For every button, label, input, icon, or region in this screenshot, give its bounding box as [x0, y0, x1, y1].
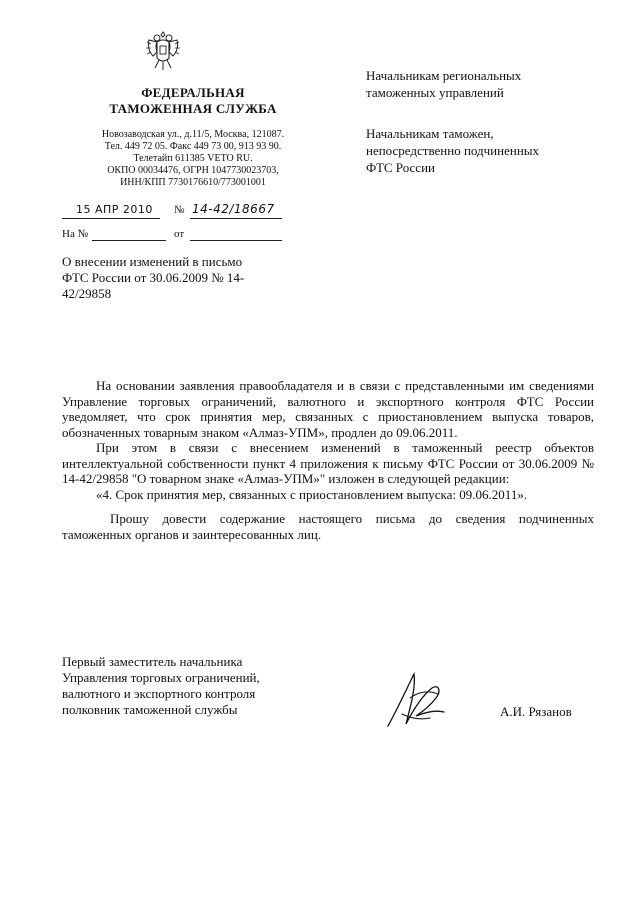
signer-title-line2: Управления торговых ограничений, — [62, 670, 260, 685]
handwritten-signature — [380, 668, 460, 734]
russian-coat-of-arms-icon — [145, 28, 181, 72]
ref-date-field — [190, 226, 282, 241]
subject-line2: ФТС России от 30.06.2009 № 14- — [62, 270, 245, 285]
ref-label: На № — [62, 228, 89, 240]
org-name-line1: ФЕДЕРАЛЬНАЯ — [141, 85, 245, 100]
signer-title-line4: полковник таможенной службы — [62, 702, 238, 717]
number-field — [190, 203, 282, 219]
signer-name: А.И. Рязанов — [500, 704, 572, 719]
addressee-line1: Начальникам региональных — [366, 68, 522, 83]
addressee-line5: ФТС России — [366, 160, 435, 175]
letter-number: 14-42/18667 — [192, 202, 275, 216]
signature-block — [62, 654, 342, 718]
subject — [62, 254, 282, 302]
letter-date: 15 АПР 2010 — [76, 203, 153, 216]
org-inn-kpp: ИНН/КПП 7730176610/773001001 — [120, 177, 266, 188]
addressee-line4: непосредственно подчиненных — [366, 143, 540, 158]
org-phones: Тел. 449 72 05. Факс 449 73 00, 913 93 90. — [104, 141, 282, 152]
org-okpo-ogrn: ОКПО 00034476, ОГРН 1047730023703, — [107, 165, 279, 176]
subject-line3: 42/29858 — [62, 286, 112, 301]
number-sign: № — [174, 204, 185, 216]
body-paragraph-4: Прошу довести содержание настоящего письма до сведения подчиненных таможенных органов и заинтересованных лиц. — [62, 511, 594, 542]
signer-title-line1: Первый заместитель начальника — [62, 654, 243, 669]
signer-title-line3: валютного и экспортного контроля — [62, 686, 256, 701]
org-name-line2: ТАМОЖЕННАЯ СЛУЖБА — [109, 101, 277, 116]
org-address: Новозаводская ул., д.11/5, Москва, 121087. — [101, 129, 285, 140]
body-paragraph-1: На основании заявления правообладателя и в связи с представленными им сведениями Управление торговых ограничений, валютного и экспортного контроля ФТС России уведомляет, что срок принятия мер, связанных с приостановлением выпуска товаров, обозначенных товарным знаком «Алмаз-УПМ», продлен до 09.06.2011. — [62, 378, 594, 440]
date-field — [62, 203, 160, 219]
org-teletype: Телетайп 611385 VETO RU. — [133, 153, 253, 164]
letter-body — [62, 378, 594, 542]
body-paragraph-2: При этом в связи с внесением изменений в таможенный реестр объектов интеллектуальной собственности пункт 4 приложения к письму ФТС России от 30.06.2009 № 14-42/29858 "О товарном знаке «Алмаз-УПМ»" изложен в следующей редакции: — [62, 440, 594, 486]
addressee-line2: таможенных управлений — [366, 85, 504, 100]
ref-number-field — [92, 226, 166, 241]
ref-from-label: от — [174, 228, 185, 240]
addressee-line3: Начальникам таможен, — [366, 126, 494, 141]
body-paragraph-3: «4. Срок принятия мер, связанных с приостановлением выпуска: 09.06.2011». — [96, 486, 528, 502]
subject-line1: О внесении изменений в письмо — [62, 254, 243, 269]
